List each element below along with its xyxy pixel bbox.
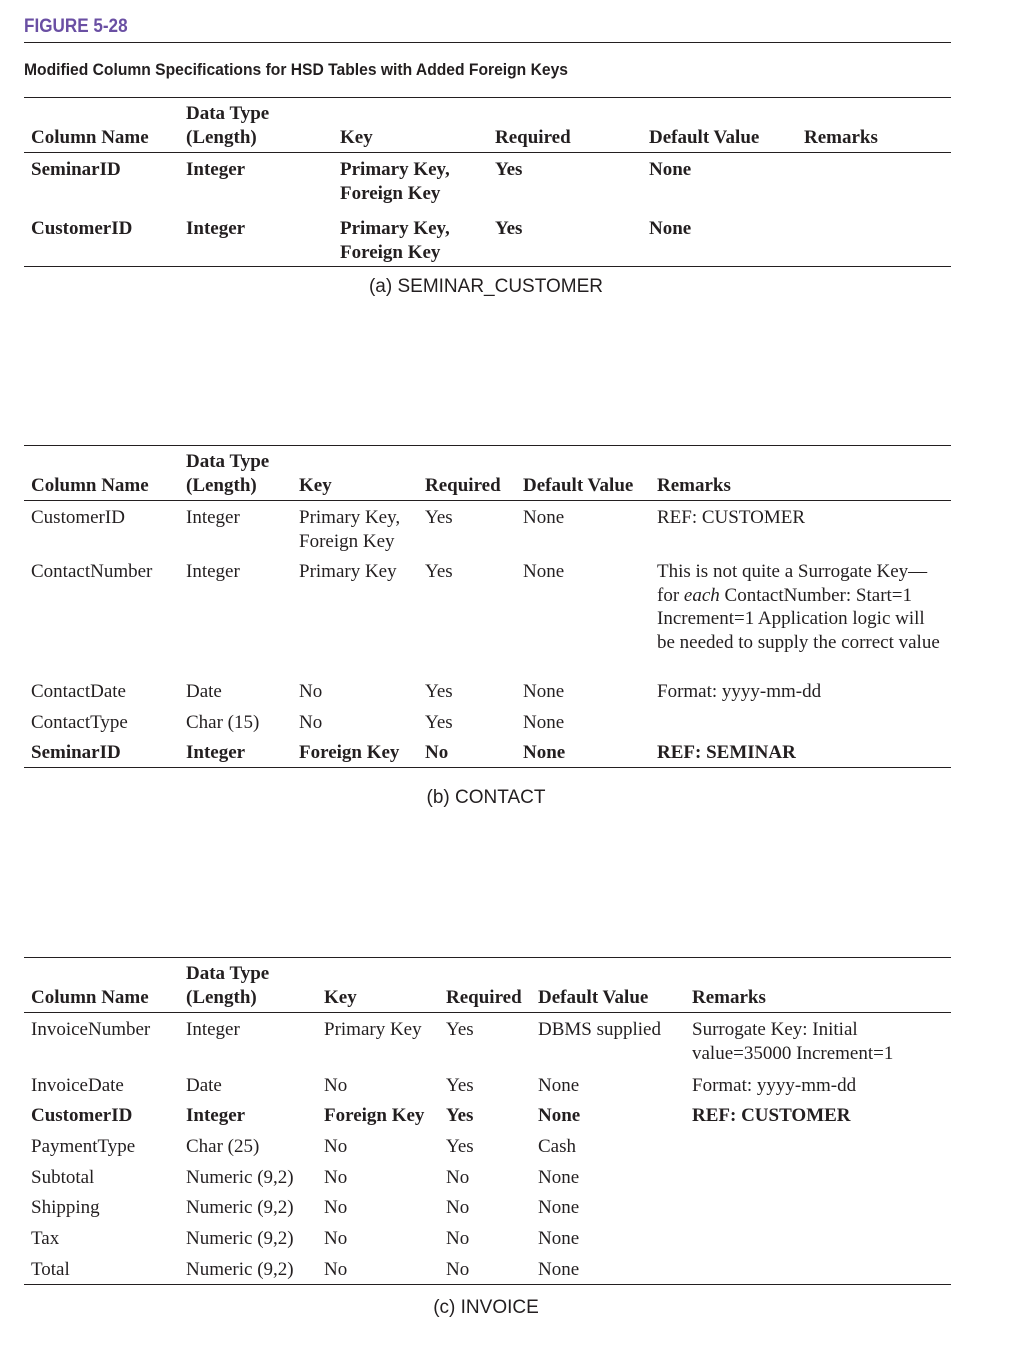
cell-key: Primary Key, Foreign Key	[340, 159, 450, 204]
cell-column-name: ContactDate	[31, 681, 126, 702]
cell-key: No	[324, 1075, 348, 1096]
cell-default-value: None	[649, 159, 692, 180]
cell-required: Yes	[425, 561, 453, 582]
table-row	[24, 711, 951, 741]
cell-default-value: None	[523, 507, 565, 528]
cell-remarks: Format: yyyy-mm-dd	[657, 681, 822, 702]
seminar-customer-table	[24, 97, 951, 267]
cell-data-type: Integer	[186, 742, 246, 763]
cell-key: Foreign Key	[324, 1105, 425, 1126]
table-row	[24, 1104, 951, 1135]
cell-data-type: Integer	[186, 507, 240, 528]
cell-required: Yes	[425, 681, 453, 702]
header-required: Required	[495, 127, 571, 148]
cell-default-value: None	[523, 561, 565, 582]
cell-key: Foreign Key	[299, 742, 400, 763]
cell-key: No	[324, 1228, 348, 1249]
table-row	[24, 1135, 951, 1166]
cell-remarks: REF: CUSTOMER	[657, 507, 805, 528]
cell-default-value: None	[538, 1167, 580, 1188]
cell-data-type: Integer	[186, 218, 246, 239]
cell-key: Primary Key, Foreign Key	[340, 218, 450, 263]
header-key: Key	[340, 127, 373, 148]
header-default-value: Default Value	[523, 475, 634, 496]
cell-column-name: ContactNumber	[31, 561, 153, 582]
header-data-type: Data Type (Length)	[186, 451, 270, 496]
cell-required: No	[446, 1197, 470, 1218]
cell-remarks: Surrogate Key: Initial value=35000 Increment=1	[692, 1019, 894, 1064]
cell-default-value: None	[649, 218, 692, 239]
cell-remarks: Format: yyyy-mm-dd	[692, 1075, 857, 1096]
cell-data-type: Date	[186, 681, 222, 702]
cell-required: Yes	[495, 218, 523, 239]
cell-data-type: Integer	[186, 159, 246, 180]
table-row	[24, 1196, 951, 1227]
header-column-name: Column Name	[31, 127, 149, 148]
cell-default-value: None	[538, 1228, 580, 1249]
figure-title: Modified Column Specifications for HSD Tables with Added Foreign Keys	[24, 60, 568, 79]
cell-required: Yes	[425, 507, 453, 528]
header-default-value: Default Value	[538, 987, 649, 1008]
header-required: Required	[425, 475, 501, 496]
header-remarks: Remarks	[692, 987, 766, 1008]
cell-column-name: PaymentType	[31, 1136, 136, 1157]
cell-remarks: This is not quite a Surrogate Key—for each ContactNumber: Start=1 Increment=1 Application logic will be needed to supply the correct value	[657, 561, 940, 653]
cell-key: No	[299, 712, 323, 733]
cell-key: Primary Key, Foreign Key	[299, 507, 401, 552]
cell-default-value: None	[523, 681, 565, 702]
cell-key: No	[299, 681, 323, 702]
cell-required: Yes	[446, 1075, 474, 1096]
table-row	[24, 741, 951, 767]
table-header	[24, 98, 951, 153]
cell-required: No	[446, 1167, 470, 1188]
table-header	[24, 446, 951, 501]
cell-required: No	[446, 1228, 470, 1249]
cell-default-value: None	[523, 742, 566, 763]
table-row	[24, 501, 951, 555]
cell-required: Yes	[446, 1019, 474, 1040]
header-column-name: Column Name	[31, 987, 149, 1008]
table-row	[24, 1013, 951, 1074]
table-row	[24, 1166, 951, 1196]
cell-data-type: Numeric (9,2)	[186, 1259, 294, 1280]
cell-required: Yes	[495, 159, 523, 180]
table-row	[24, 1227, 951, 1258]
header-required: Required	[446, 987, 522, 1008]
cell-column-name: SeminarID	[31, 742, 121, 763]
cell-required: Yes	[446, 1105, 474, 1126]
cell-key: No	[324, 1167, 348, 1188]
table-row	[24, 212, 951, 266]
cell-remarks: REF: SEMINAR	[657, 742, 796, 763]
cell-required: No	[446, 1259, 470, 1280]
header-data-type: Data Type (Length)	[186, 963, 270, 1008]
cell-required: Yes	[446, 1136, 474, 1157]
table-row	[24, 153, 951, 212]
cell-data-type: Date	[186, 1075, 222, 1096]
invoice-table	[24, 957, 951, 1285]
cell-data-type: Numeric (9,2)	[186, 1228, 294, 1249]
header-key: Key	[299, 475, 332, 496]
cell-default-value: None	[538, 1197, 580, 1218]
cell-default-value: None	[538, 1075, 580, 1096]
header-remarks: Remarks	[804, 127, 878, 148]
cell-required: No	[425, 742, 449, 763]
header-remarks: Remarks	[657, 475, 731, 496]
cell-data-type: Char (25)	[186, 1136, 260, 1157]
table-row	[24, 555, 951, 680]
cell-column-name: CustomerID	[31, 507, 125, 528]
table-row	[24, 1074, 951, 1104]
cell-column-name: InvoiceDate	[31, 1075, 124, 1096]
caption-seminar-customer: (a) SEMINAR_CUSTOMER	[368, 276, 603, 297]
contact-table	[24, 445, 951, 768]
header-data-type: Data Type (Length)	[186, 103, 270, 148]
cell-column-name: SeminarID	[31, 159, 121, 180]
caption-contact: (b) CONTACT	[426, 787, 546, 808]
cell-data-type: Integer	[186, 1019, 240, 1040]
cell-key: Primary Key	[299, 561, 397, 582]
cell-default-value: None	[523, 712, 565, 733]
cell-key: No	[324, 1197, 348, 1218]
cell-column-name: InvoiceNumber	[31, 1019, 151, 1040]
cell-key: Primary Key	[324, 1019, 422, 1040]
cell-required: Yes	[425, 712, 453, 733]
cell-default-value: None	[538, 1259, 580, 1280]
cell-column-name: Subtotal	[31, 1167, 95, 1188]
cell-key: No	[324, 1259, 348, 1280]
cell-default-value: None	[538, 1105, 581, 1126]
cell-column-name: Tax	[31, 1228, 60, 1249]
cell-default-value: DBMS supplied	[538, 1019, 661, 1040]
table-row	[24, 680, 951, 711]
header-key: Key	[324, 987, 357, 1008]
cell-column-name: Shipping	[31, 1197, 100, 1218]
cell-column-name: CustomerID	[31, 218, 133, 239]
header-default-value: Default Value	[649, 127, 760, 148]
cell-data-type: Numeric (9,2)	[186, 1167, 294, 1188]
cell-data-type: Numeric (9,2)	[186, 1197, 294, 1218]
cell-key: No	[324, 1136, 348, 1157]
cell-data-type: Integer	[186, 561, 240, 582]
figure-rule	[24, 42, 951, 43]
table-header	[24, 958, 951, 1013]
cell-column-name: ContactType	[31, 712, 128, 733]
cell-column-name: CustomerID	[31, 1105, 133, 1126]
table-row	[24, 1258, 951, 1284]
cell-data-type: Integer	[186, 1105, 246, 1126]
cell-remarks: REF: CUSTOMER	[692, 1105, 851, 1126]
header-column-name: Column Name	[31, 475, 149, 496]
caption-invoice: (c) INVOICE	[433, 1297, 539, 1318]
cell-data-type: Char (15)	[186, 712, 260, 733]
cell-column-name: Total	[31, 1259, 70, 1280]
figure-label: FIGURE 5-28	[24, 16, 128, 37]
cell-default-value: Cash	[538, 1136, 576, 1157]
